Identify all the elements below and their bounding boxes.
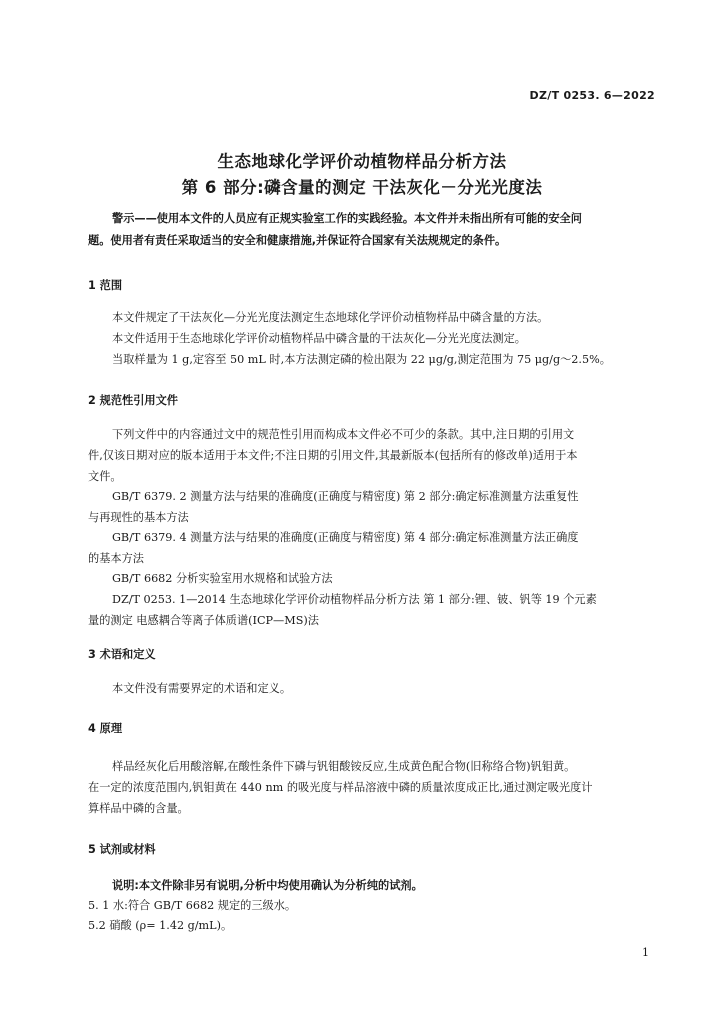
reference-gbt6379-4-line2: 的基本方法 — [88, 552, 144, 565]
reference-gbt6379-2-line1: GB/T 6379. 2 测量方法与结果的准确度(正确度与精密度) 第 2 部分:确定标准测量方法重复性 — [112, 490, 579, 503]
warning-line1: 警示——使用本文件的人员应有正规实验室工作的实践经验。本文件并未指出所有可能的安全问 — [112, 212, 582, 225]
section-1-para2: 本文件适用于生态地球化学评价动植物样品中磷含量的干法灰化—分光光度法测定。 — [112, 332, 526, 345]
section-2-intro1: 下列文件中的内容通过文中的规范性引用而构成本文件必不可少的条款。其中,注日期的引用文 — [112, 428, 575, 441]
section-4-heading: 4 原理 — [88, 722, 123, 735]
warning-line2: 题。使用者有责任采取适当的安全和健康措施,并保证符合国家有关法规规定的条件。 — [88, 234, 507, 247]
section-4-para3: 算样品中磷的含量。 — [88, 802, 189, 815]
section-5-heading: 5 试剂或材料 — [88, 843, 156, 856]
reference-gbt6379-4-line1: GB/T 6379. 4 测量方法与结果的准确度(正确度与精密度) 第 4 部分:确定标准测量方法正确度 — [112, 531, 579, 544]
document-title-line1: 生态地球化学评价动植物样品分析方法 — [217, 152, 507, 171]
section-2-intro3: 文件。 — [88, 470, 122, 483]
reference-gbt6379-2-line2: 与再现性的基本方法 — [88, 511, 189, 524]
reference-dzt0253-1-line2: 量的测定 电感耦合等离子体质谱(ICP—MS)法 — [88, 614, 319, 627]
reference-dzt0253-1-line1: DZ/T 0253. 1—2014 生态地球化学评价动植物样品分析方法 第 1 部分:锂、铍、钒等 19 个元素 — [112, 593, 597, 606]
section-2-intro2: 件,仅该日期对应的版本适用于本文件;不注日期的引用文件,其最新版本(包括所有的修改单)适用于本 — [88, 449, 578, 462]
page-number: 1 — [642, 946, 649, 959]
section-1-heading: 1 范围 — [88, 279, 123, 292]
section-1-para3: 当取样量为 1 g,定容至 50 mL 时,本方法测定磷的检出限为 22 μg/g,测定范围为 75 μg/g～2.5%。 — [112, 353, 611, 366]
section-5-item1: 5. 1 水:符合 GB/T 6682 规定的三级水。 — [88, 899, 297, 912]
section-1-para1: 本文件规定了干法灰化—分光光度法测定生态地球化学评价动植物样品中磷含量的方法。 — [112, 311, 549, 324]
section-4-para2: 在一定的浓度范围内,钒钼黄在 440 nm 的吸光度与样品溶液中磷的质量浓度成正比,通过测定吸光度计 — [88, 781, 593, 794]
section-3-heading: 3 术语和定义 — [88, 648, 156, 661]
section-3-para1: 本文件没有需要界定的术语和定义。 — [112, 682, 292, 695]
section-2-heading: 2 规范性引用文件 — [88, 394, 178, 407]
reference-gbt6682: GB/T 6682 分析实验室用水规格和试验方法 — [112, 572, 333, 585]
standard-number: DZ/T 0253. 6—2022 — [529, 89, 655, 102]
section-5-item2: 5.2 硝酸 (ρ= 1.42 g/mL)。 — [88, 919, 233, 932]
section-4-para1: 样品经灰化后用酸溶解,在酸性条件下磷与钒钼酸铵反应,生成黄色配合物(旧称络合物)钒钼黄。 — [112, 760, 576, 773]
document-title-line2: 第 6 部分:磷含量的测定 干法灰化－分光光度法 — [181, 178, 543, 197]
section-5-note: 说明:本文件除非另有说明,分析中均使用确认为分析纯的试剂。 — [112, 879, 423, 892]
